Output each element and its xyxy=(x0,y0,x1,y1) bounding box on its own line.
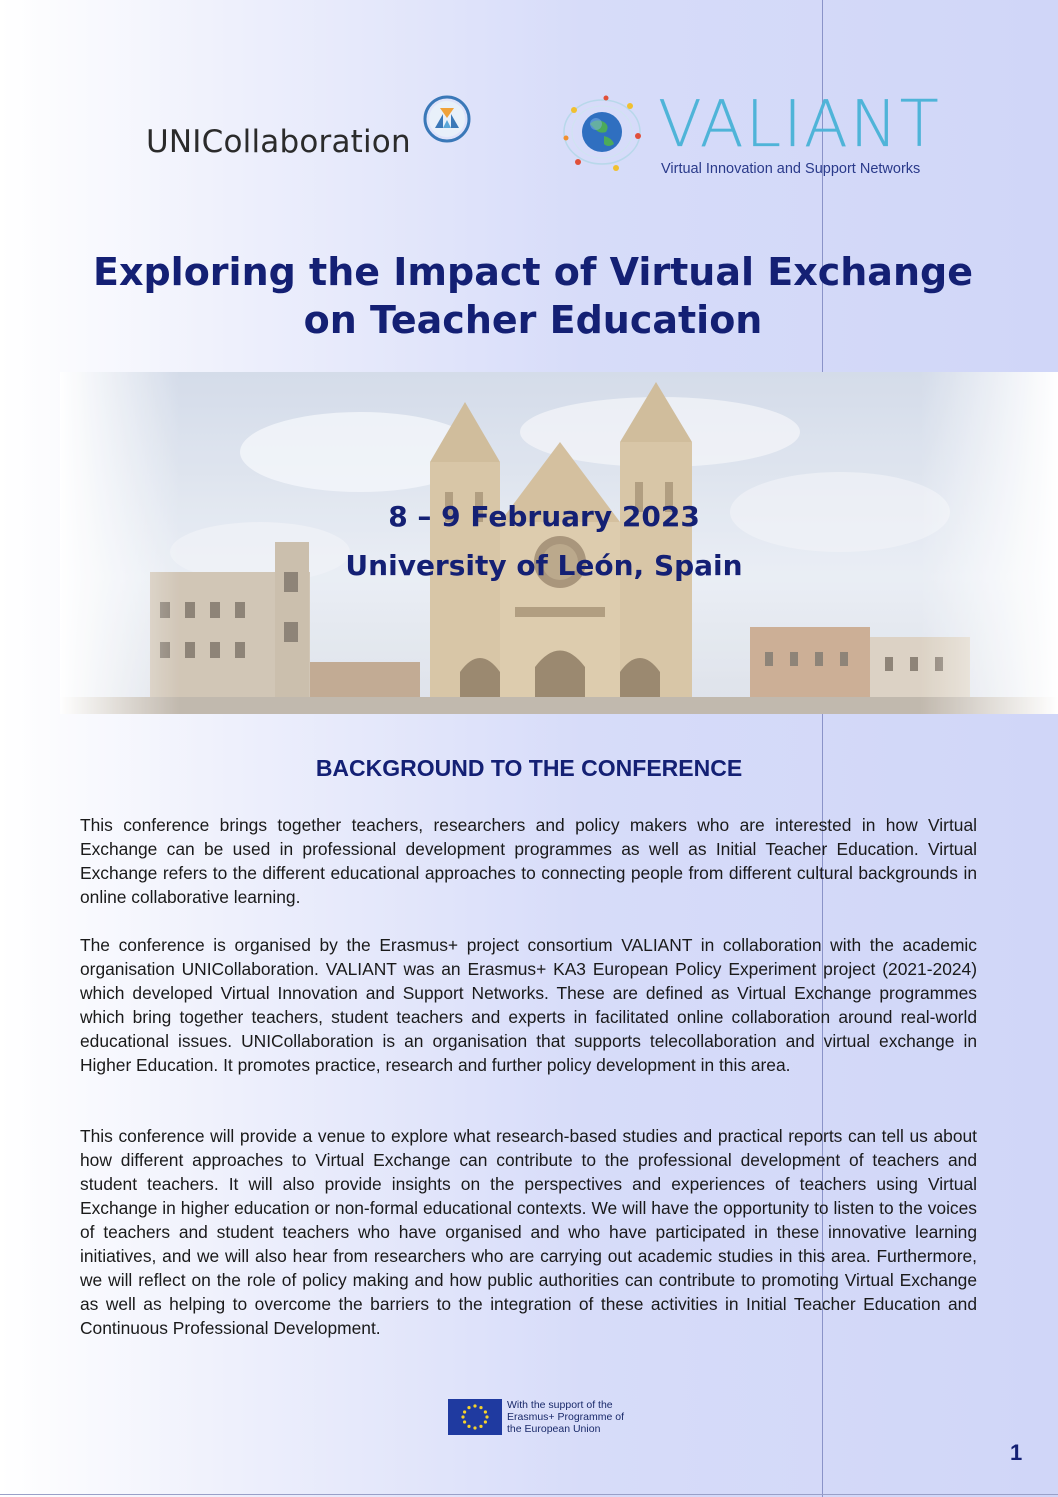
unicollaboration-logo xyxy=(146,94,476,164)
valiant-logo xyxy=(556,88,956,182)
page-number: 1 xyxy=(1010,1440,1023,1465)
title-line-2: on Teacher Education xyxy=(303,298,763,342)
eu-support-logo xyxy=(448,1399,638,1439)
eu-support-text: With the support of the Erasmus+ Programme of the European Union xyxy=(507,1399,624,1435)
cathedral-illustration xyxy=(60,372,1058,714)
paragraph-2: The conference is organised by the Erasmus+ project consortium VALIANT in collaboration with the academic organisation UNICollaboration. VALIANT was an Erasmus+ KA3 European Policy Experiment project (2021-2024) which developed Virtual Innovation and Support Networks. These are defined as Virtual Exchange programmes which bring together teachers, student teachers and experts in facilitated online collaboration around real-world educational issues. UNICollaboration is an organisation that supports telecollaboration and virtual exchange in Higher Education. It promotes practice, research and further policy development in this area. xyxy=(80,935,977,1075)
eu-flag-icon xyxy=(448,1399,502,1435)
unicollaboration-emblem-icon xyxy=(422,94,472,144)
event-venue: University of León, Spain xyxy=(345,549,743,582)
valiant-subtitle: Virtual Innovation and Support Networks xyxy=(661,161,921,177)
page-title xyxy=(60,248,1006,344)
valiant-wordmark: VALIANT xyxy=(658,88,941,162)
bottom-rule xyxy=(0,1494,1058,1495)
hero-banner xyxy=(60,372,1058,714)
unicollaboration-wordmark: UNICollaboration xyxy=(146,124,411,160)
title-line-1: Exploring the Impact of Virtual Exchange xyxy=(93,250,973,294)
globe-icon xyxy=(556,92,648,176)
paragraph-1: This conference brings together teachers, researchers and policy makers who are interested in how Virtual Exchange can be used in professional development programmes as well as Initial Teacher Education. Virtual Exchange refers to the different educational approaches to connecting people from different cultural backgrounds in online collaborative learning. xyxy=(80,815,977,907)
event-dates: 8 – 9 February 2023 xyxy=(388,500,700,533)
section-heading: BACKGROUND TO THE CONFERENCE xyxy=(315,755,743,781)
paragraph-3: This conference will provide a venue to explore what research-based studies and practical reports can tell us about how different approaches to Virtual Exchange can contribute to the professional development of teachers and student teachers. It will also provide insights on the perspectives and experiences of teachers using Virtual Exchange in higher education or non-formal educational contexts. We will have the opportunity to listen to the voices of teachers and student teachers who have organised and who have participated in these innovative learning initiatives, and we will also hear from researchers who are carrying out academic studies in this area. Furthermore, we will reflect on the role of policy making and how public authorities can contribute to promoting Virtual Exchange as well as helping to overcome the barriers to the integration of these activities in Initial Teacher Education and Continuous Professional Development. xyxy=(80,1126,977,1338)
